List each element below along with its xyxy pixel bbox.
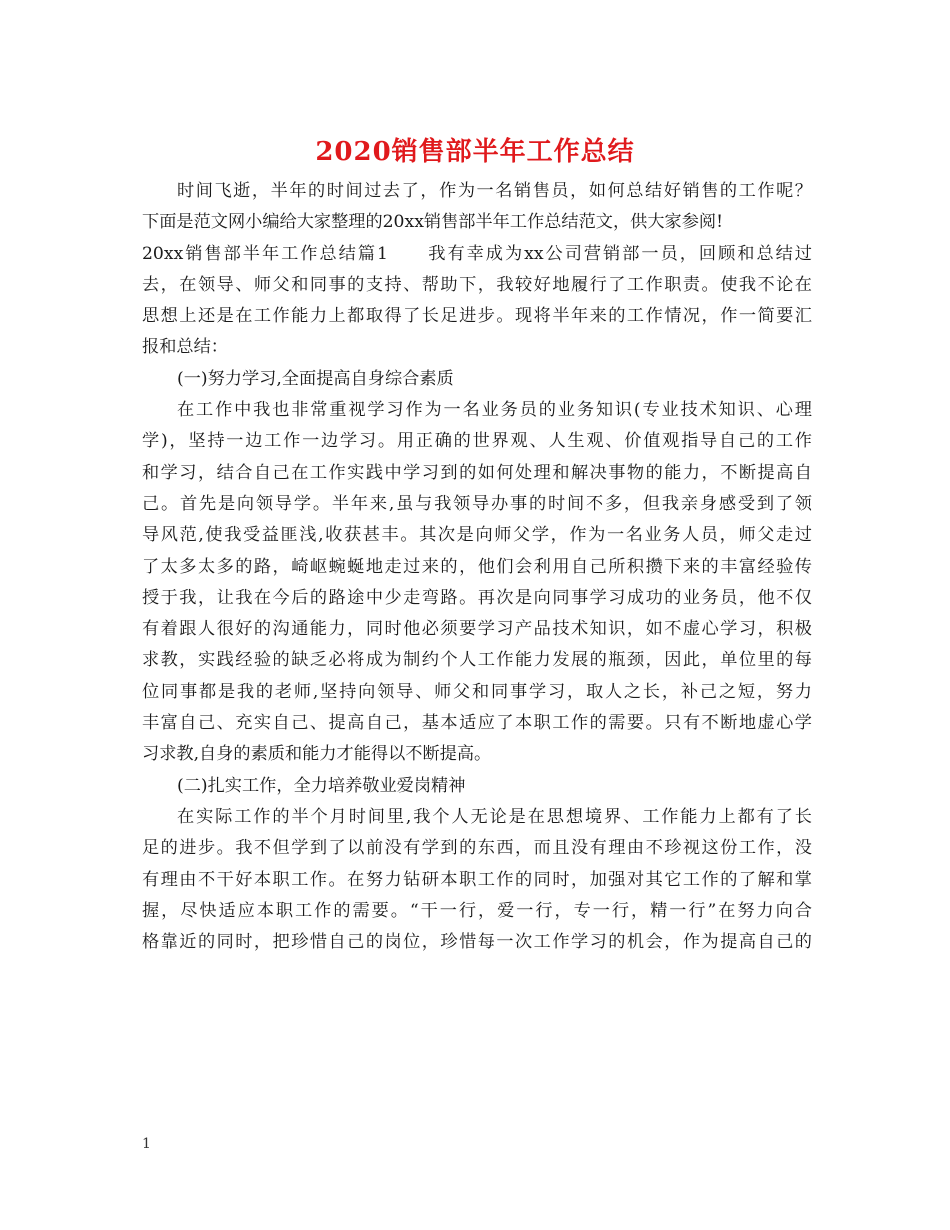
text-line: 有理由不干好本职工作。在努力钻研本职工作的同时，加强对其它工作的了解和掌 [142, 869, 812, 890]
text-line: 报和总结： [142, 337, 228, 358]
text-line: 有着跟人很好的沟通能力，同时他必须要学习产品技术知识，如不虚心学习，积极 [142, 619, 812, 640]
section-heading: (一)努力学习,全面提高自身综合素质 [177, 368, 454, 389]
text-line: 思想上还是在工作能力上都取得了长足进步。现将半年来的工作情况，作一简要汇 [142, 306, 812, 327]
text-line: 授于我，让我在今后的路途中少走弯路。再次是向同事学习成功的业务员，他不仅 [142, 587, 812, 608]
text-line: 在实际工作的半个月时间里,我个人无论是在思想境界、工作能力上都有了长 [177, 806, 812, 827]
text-line: 学)，坚持一边工作一边学习。用正确的世界观、人生观、价值观指导自己的工作 [142, 431, 812, 452]
document-body [142, 176, 812, 958]
text-line: 己。首先是向领导学。半年来,虽与我领导办事的时间不多，但我亲身感受到了领 [142, 493, 812, 514]
text-line: 时间飞逝，半年的时间过去了，作为一名销售员，如何总结好销售的工作呢？ [177, 181, 812, 201]
text-line: 导风范,使我受益匪浅,收获甚丰。其次是向师父学，作为一名业务人员，师父走过 [142, 525, 812, 546]
page-number: 1 [142, 1136, 151, 1152]
text-line: 握，尽快适应本职工作的需要。“干一行，爱一行，专一行，精一行”在努力向合 [142, 900, 812, 921]
section-heading: (二)扎实工作，全力培养敬业爱岗精神 [177, 775, 466, 796]
text-line: 足的进步。我不但学到了以前没有学到的东西，而且没有理由不珍视这份工作，没 [142, 838, 812, 859]
text-line: 位同事都是我的老师,坚持向领导、师父和同事学习，取人之长，补己之短，努力 [142, 681, 812, 702]
text-line: 下面是范文网小编给大家整理的20xx销售部半年工作总结范文，供大家参阅! [142, 212, 723, 233]
text-line: 和学习，结合自己在工作实践中学习到的如何处理和解决事物的能力，不断提高自 [142, 462, 812, 483]
text-line: 去，在领导、师父和同事的支持、帮助下，我较好地履行了工作职责。使我不论在 [142, 274, 812, 295]
text-line: 在工作中我也非常重视学习作为一名业务员的业务知识(专业技术知识、心理 [177, 400, 812, 421]
document-title: 2020销售部半年工作总结 [315, 137, 635, 167]
text-line: 格靠近的同时，把珍惜自己的岗位，珍惜每一次工作学习的机会，作为提高自己的 [142, 932, 812, 953]
text-line: 20xx销售部半年工作总结篇1 我有幸成为xx公司营销部一员，回顾和总结过 [142, 243, 812, 264]
text-line: 丰富自己、充实自己、提高自己，基本适应了本职工作的需要。只有不断地虚心学 [142, 713, 812, 734]
text-line: 求教，实践经验的缺乏必将成为制约个人工作能力发展的瓶颈，因此，单位里的每 [142, 650, 812, 671]
text-line: 习求教,自身的素质和能力才能得以不断提高。 [142, 744, 492, 765]
text-line: 了太多太多的路，崎岖蜿蜒地走过来的，他们会利用自己所积攒下来的丰富经验传 [142, 556, 812, 577]
